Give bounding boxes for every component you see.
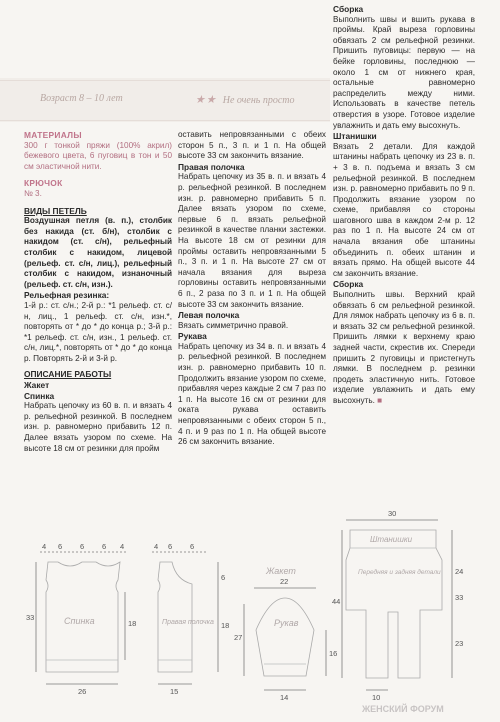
- back-top-5: 4: [120, 542, 125, 551]
- pants-text: Вязать 2 детали. Для каждой штанины набрать цепочку из 23 в. п. + 3 в. п. подъема и вязать 3 см рельефной резинкой. В последнем изн. р. равномерно прибавить по 9 п. Продолжить вязание узором по схеме, прибавляя со стороны шаговного шва в каждом 2-м р. 12 раз по 1 п. На высоте 24 см от начала вязания обе штанины объединить п. обеих штанин и вязать прямо. На общей высоте 44 см закончить вязание.: [333, 141, 475, 278]
- back-top-3: 6: [80, 542, 85, 551]
- sleeve-height-2: 16: [329, 649, 338, 658]
- front-bottom: 15: [170, 687, 179, 696]
- stitches-text: Воздушная петля (в. п.), столбик без накида (ст. б/н), столбик с накидом (ст. с/н), рельефный столбик с накидом, лицевой (рельеф. ст. с/н, лиц.), рельефный столбик с накидом, изнаночный (рельеф. ст. с/н, изн.).: [24, 216, 172, 289]
- end-mark: ■: [377, 395, 383, 405]
- assembly2-title: Сборка: [333, 279, 364, 290]
- front-height-2: 18: [221, 621, 230, 630]
- sleeve-top: 22: [280, 577, 289, 586]
- hook-text: № 3.: [24, 188, 42, 198]
- sleeve-text: Набрать цепочку из 34 в. п. и вязать 4 р. рельефной резинкой. В последнем изн. р. равномерно прибавить 10 п. Продолжить вязание узором по схеме, прибавляя через каждые 2 см 7 раз по 1 п. На высоте 16 см от резинки для оката рукава оставить непровязанными с обеих сторон 5 п., 4 п. и 9 раз по 1 п. На общей высоте 26 см закончить вязание.: [178, 341, 326, 447]
- left-front-text: Вязать симметрично правой.: [178, 320, 289, 330]
- rib-text: 1-й р.: ст. с/н.; 2-й р.: *1 рельеф. ст. с/н, лиц., 1 рельеф. ст. с/н, изн.*, повторять от * до * до конца р.; 3-й р.: *1 рельеф. ст. с/н, изн., 1 рельеф. ст. с/н, лиц.*, повторять от * до * до конца р. Повторять 2-й и 3-й р.: [24, 300, 172, 363]
- pants-diagram: [342, 520, 452, 690]
- front-top-1: 4: [154, 542, 159, 551]
- pants-piece-label: Передняя и задняя детали: [358, 569, 441, 576]
- jacket-title: Жакет: [24, 380, 50, 391]
- sleeve-piece-label: Рукав: [274, 618, 299, 628]
- sleeve-bottom: 14: [280, 693, 289, 702]
- jacket-diagram-label: Жакет: [266, 566, 296, 576]
- right-front-title: Правая полочка: [178, 161, 245, 172]
- pants-height-2: 24: [455, 567, 464, 576]
- front-top-3: 6: [190, 542, 195, 551]
- back-text-cont: оставить непровязанными с обеих сторон 5 п., 3 п. и 1 п. На общей высоте 33 см закончить вязание.: [178, 130, 326, 161]
- sleeve-title: Рукава: [178, 331, 207, 342]
- assembly2-body: Выполнить швы. Верхний край обвязать 6 см рельефной резинкой. Для лямок набрать цепочку из 6 в. п. и вязать 32 см рельефной резинкой. Пришить лямки к верхнему краю задней части, скрестив их. Спереди пришить 2 пуговицы и пристегнуть лямки. В последнем р. резинки продеть эластичную нить. Готовое изделие увлажнить и дать ему высохнуть.: [333, 290, 475, 405]
- watermark: ЖЕНСКИЙ ФОРУМ: [362, 704, 444, 714]
- front-top-2: 6: [168, 542, 173, 551]
- back-text: Набрать цепочку из 60 в. п. и вязать 4 р. рельефной резинкой. В последнем изн. р. равномерно прибавить 12 п. Далее вязать узором по схеме. На высоте 18 см от резинки для пройм: [24, 401, 172, 453]
- right-front-text: Набрать цепочку из 35 в. п. и вязать 4 р. рельефной резинкой. В последнем изн. р. равномерно прибавить 5 п. Далее вязать узором по схеме, первые 6 п. вязать рельефной резинкой в качестве планки застежки. На высоте 18 см от резинки для проймы оставить непровязанными 5 п., 3 п. и 1 п. На высоте 27 см от начала вязания для выреза горловины оставить непровязанными 6 п., 2 раза по 3 п. и 1 п. На общей высоте 33 см закончить вязание.: [178, 172, 326, 309]
- sleeve-diagram: [244, 588, 326, 690]
- stitches-title: ВИДЫ ПЕТЕЛЬ: [24, 205, 87, 216]
- pants-title: Штанишки: [333, 131, 377, 142]
- back-sub-height: 18: [128, 619, 137, 628]
- back-top-4: 6: [102, 542, 107, 551]
- pants-top: 30: [388, 509, 397, 518]
- assembly-text: Выполнить швы и вшить рукава в проймы. Край выреза горловины обвязать 2 см рельефной резинки. Пришить пуговицы: первую — на бейке горловины, последнюю — около 1 см от нижнего края, остальные равномерно распределить между ними. Использовать в качестве петель отверстия в узоре. Готовое изделие увлажнить и дать ему высохнуть.: [333, 14, 475, 130]
- pants-height-4: 23: [455, 639, 464, 648]
- sleeve-height-1: 27: [234, 633, 243, 642]
- difficulty-text: Не очень просто: [222, 95, 295, 106]
- back-height: 33: [26, 613, 35, 622]
- pants-height-1: 44: [332, 597, 341, 606]
- description-title: ОПИСАНИЕ РАБОТЫ: [24, 369, 112, 380]
- materials-text: 300 г тонкой пряжи (100% акрил) бежевого цвета, 6 пуговиц в тон и 50 см эластичной нити.: [24, 140, 172, 171]
- assembly-title: Сборка: [333, 4, 364, 14]
- back-piece-label: Спинка: [64, 616, 95, 626]
- age-label: Возраст 8 – 10 лет: [40, 93, 123, 104]
- difficulty-stars: ★★: [195, 94, 217, 106]
- pants-height-3: 33: [455, 593, 464, 602]
- front-diagram: [152, 552, 218, 684]
- materials-title: МАТЕРИАЛЫ: [24, 130, 82, 140]
- front-piece-label: Правая полочка: [162, 619, 214, 626]
- rib-title: Рельефная резинка:: [24, 290, 110, 301]
- front-height-1: 6: [221, 573, 226, 582]
- back-title: Спинка: [24, 390, 55, 401]
- back-bottom: 26: [78, 687, 87, 696]
- pants-bottom: 10: [372, 693, 381, 702]
- left-front-title: Левая полочка: [178, 310, 240, 321]
- hook-title: КРЮЧОК: [24, 178, 63, 189]
- back-top-2: 6: [58, 542, 63, 551]
- back-top-1: 4: [42, 542, 47, 551]
- pants-diagram-title: Штанишки: [370, 535, 413, 544]
